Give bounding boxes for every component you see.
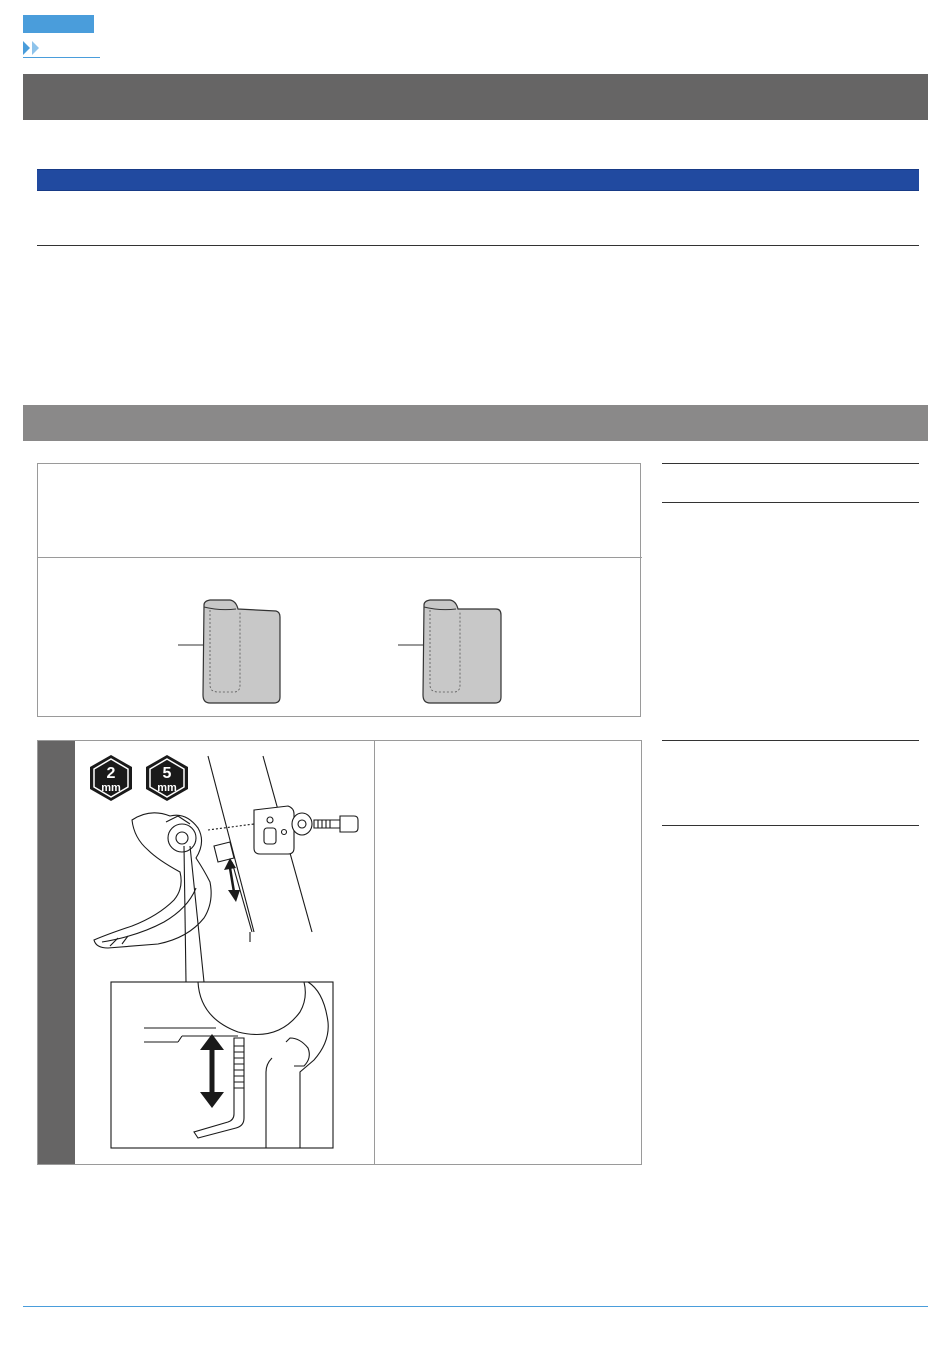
svg-text:mm: mm <box>101 782 121 794</box>
svg-text:mm: mm <box>157 782 177 794</box>
derailleur-installation-illustration <box>78 742 368 1162</box>
side-rule-2 <box>662 502 919 503</box>
top-tab[interactable] <box>23 15 94 33</box>
support-pad-curved-illustration <box>170 595 300 705</box>
side-rule-1 <box>662 463 919 464</box>
side-rule-4 <box>662 825 919 826</box>
side-rule-3 <box>662 740 919 741</box>
footer-rule <box>23 1306 928 1307</box>
support-pad-flat-illustration <box>390 595 520 705</box>
step-divider <box>374 741 375 1164</box>
nav-arrow-icon[interactable] <box>23 41 53 55</box>
page-header-bar <box>23 74 928 120</box>
svg-text:5: 5 <box>162 765 172 782</box>
parts-box-divider <box>37 557 642 558</box>
parts-box <box>37 463 641 717</box>
step-number-strip <box>38 741 75 1164</box>
section-heading-bar <box>37 169 919 191</box>
nav-underline <box>23 57 100 58</box>
section-rule <box>37 245 919 246</box>
svg-text:2: 2 <box>106 765 116 782</box>
subsection-bar <box>23 405 928 441</box>
